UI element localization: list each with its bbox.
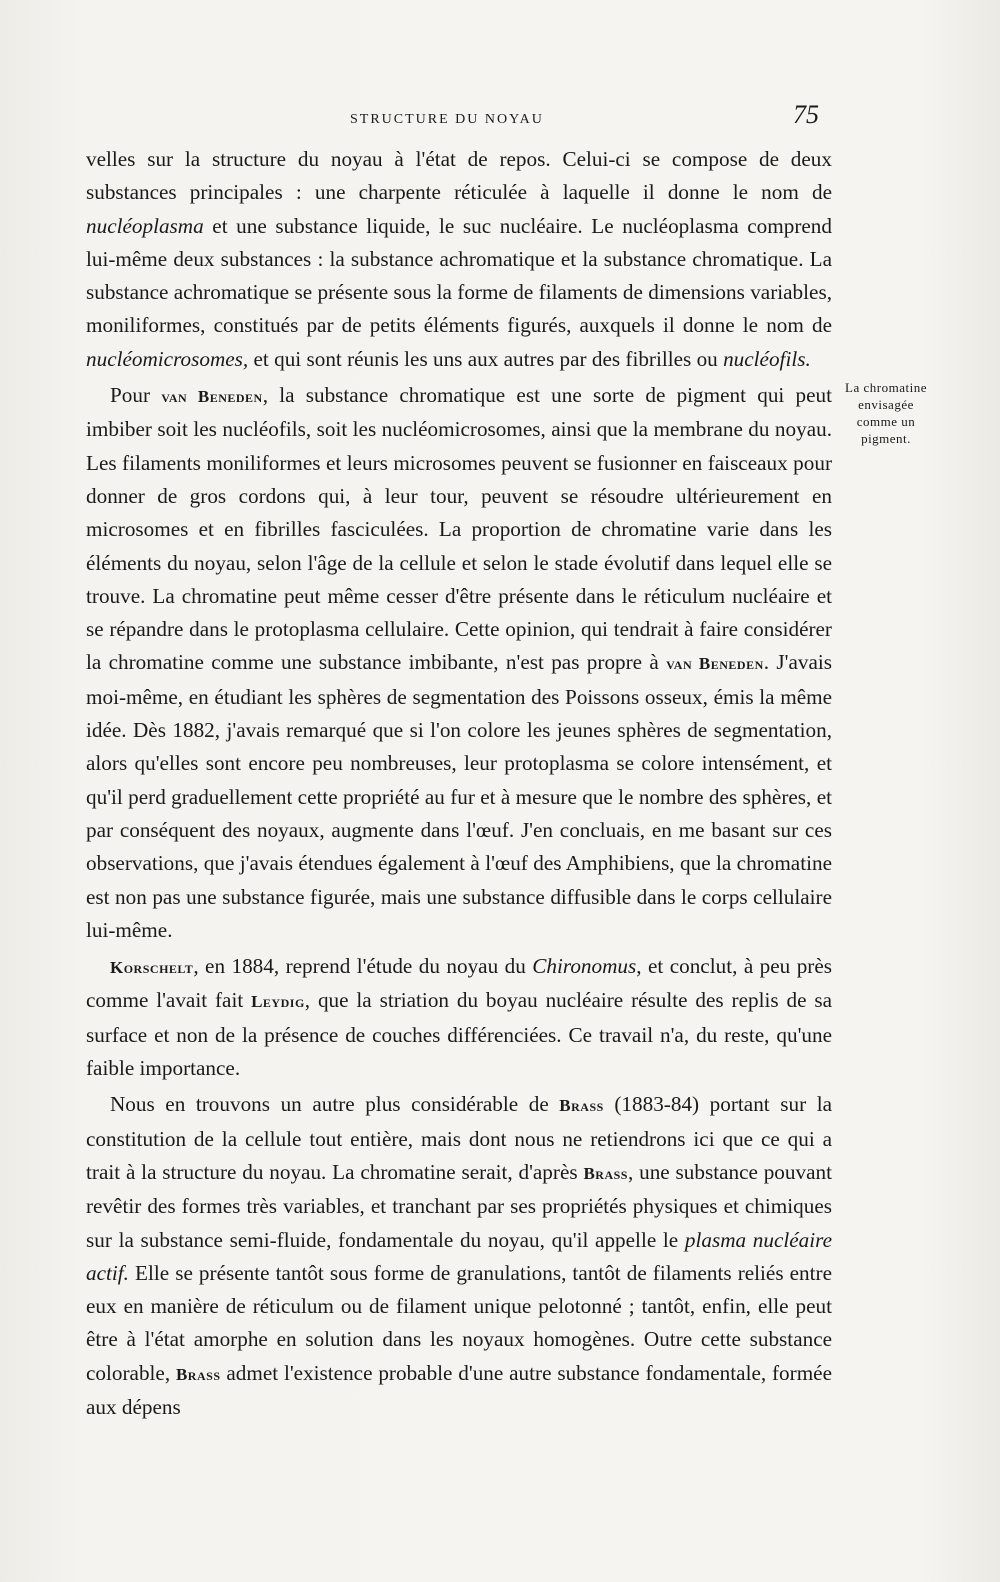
author-name: van Beneden bbox=[666, 654, 764, 674]
italic-term: plasma nucléaire actif. bbox=[86, 1227, 832, 1285]
text-run: . J'avais moi-même, en étudiant les sphères de segmentation des Poissons osseux, émis la même idée. Dès 1882, j'avais remarqué que si l'on colore les jeunes sphères de segmentation, alors qu'elles sont encore peu nombreuses, leur protoplasma se colore intensément, et qu'il perd graduellement cette propriété au fur et à mesure que le nombre des sphères, et par conséquent des noyaux, augmente dans l'œuf. J'en concluais, en me basant sur ces observations, que j'avais étendues également à l'œuf des Amphibiens, que la chromatine est non pas une substance figurée, mais une substance diffusible dans le corps cellulaire lui-même. bbox=[86, 650, 832, 942]
text-run: admet l'existence probable d'une autre substance fondamentale, formée aux dépens bbox=[86, 1360, 832, 1419]
italic-term: nucléomicrosomes, bbox=[86, 346, 249, 371]
paragraph bbox=[86, 1088, 832, 1424]
italic-term: nucléoplasma bbox=[86, 213, 204, 238]
author-name: Brass bbox=[559, 1096, 604, 1116]
margin-note-line: pigment. bbox=[861, 431, 911, 446]
author-name: Brass bbox=[583, 1163, 628, 1183]
text-run: , que la striation du boyau nucléaire résulte des replis de sa surface et non de la présence de couches différenciées. Ce travail n'a, du reste, qu'une faible importance. bbox=[86, 988, 832, 1081]
paragraph bbox=[86, 379, 832, 947]
margin-note-line: envisagée bbox=[858, 397, 914, 412]
text-run: Nous en trouvons un autre plus considérable de bbox=[110, 1092, 560, 1117]
running-head: STRUCTURE DU NOYAU bbox=[350, 112, 544, 127]
text-run: et une substance liquide, le suc nucléaire. Le nucléoplasma comprend lui-même deux substances : la substance achromatique et la substance chromatique. La substance achromatique se présente sous la forme de filaments de dimensions variables, moniliformes, constitués par de petits éléments figurés, auxquels il donne le nom de bbox=[86, 213, 832, 338]
margin-note bbox=[836, 379, 936, 447]
text-run: Pour bbox=[110, 383, 162, 408]
author-name: van Beneden bbox=[161, 387, 263, 407]
margin-note-line: La chromatine bbox=[845, 380, 927, 395]
text-run: (1883-84) portant sur la constitution de la cellule tout entière, mais dont nous ne retiendrons ici que ce qui a trait à la structure du noyau. La chromatine serait, d'après bbox=[86, 1092, 832, 1184]
paragraph bbox=[86, 950, 832, 1085]
text-run: , en 1884, reprend l'étude du noyau du bbox=[193, 954, 533, 979]
paragraph bbox=[86, 143, 832, 376]
margin-note-line: comme un bbox=[856, 414, 916, 429]
italic-term: Chironomus bbox=[532, 954, 637, 979]
author-name: Korschelt bbox=[110, 958, 194, 978]
italic-term: nucléofils. bbox=[723, 346, 811, 371]
page-number: 75 bbox=[793, 100, 819, 129]
author-name: Leydig bbox=[251, 992, 305, 1012]
body-text bbox=[86, 143, 832, 1424]
text-run: , et conclut, à peu près comme l'avait fait bbox=[86, 954, 832, 1013]
text-run: Elle se présente tantôt sous forme de granulations, tantôt de filaments reliés entre eux en manière de réticulum ou de filament unique pelotonné ; tantôt, enfin, elle peut être à l'état amorphe en solution dans les noyaux homogènes. Outre cette substance colorable, bbox=[86, 1260, 832, 1385]
text-run: , la substance chromatique est une sorte de pigment qui peut imbiber soit les nucléofils, soit les nucléomicrosomes, ainsi que la membrane du noyau. Les filaments moniliformes et leurs microsomes peuvent se fusionner en faisceaux pour donner de gros cordons qui, à leur tour, peuvent se résoudre ultérieurement en microsomes et en fibrilles fasciculées. La proportion de chromatine varie dans les éléments du noyau, selon l'âge de la cellule et selon le stade évolutif dans lequel elle se trouve. La chromatine peut même cesser d'être présente dans le réticulum nucléaire et se répandre dans le protoplasma cellulaire. Cette opinion, qui tendrait à faire considérer la chromatine comme une substance imbibante, n'est pas propre à bbox=[86, 383, 832, 675]
text-run: velles sur la structure du noyau à l'état de repos. Celui-ci se compose de deux substances principales : une charpente réticulée à laquelle il donne le nom de bbox=[86, 147, 832, 205]
text-run: , une substance pouvant revêtir des formes très variables, et tranchant par ses propriétés physiques et chimiques sur la substance semi-fluide, fondamentale du noyau, qu'il appelle le bbox=[86, 1159, 832, 1252]
text-run: et qui sont réunis les uns aux autres par des fibrilles ou bbox=[248, 346, 724, 371]
author-name: Brass bbox=[175, 1364, 221, 1384]
